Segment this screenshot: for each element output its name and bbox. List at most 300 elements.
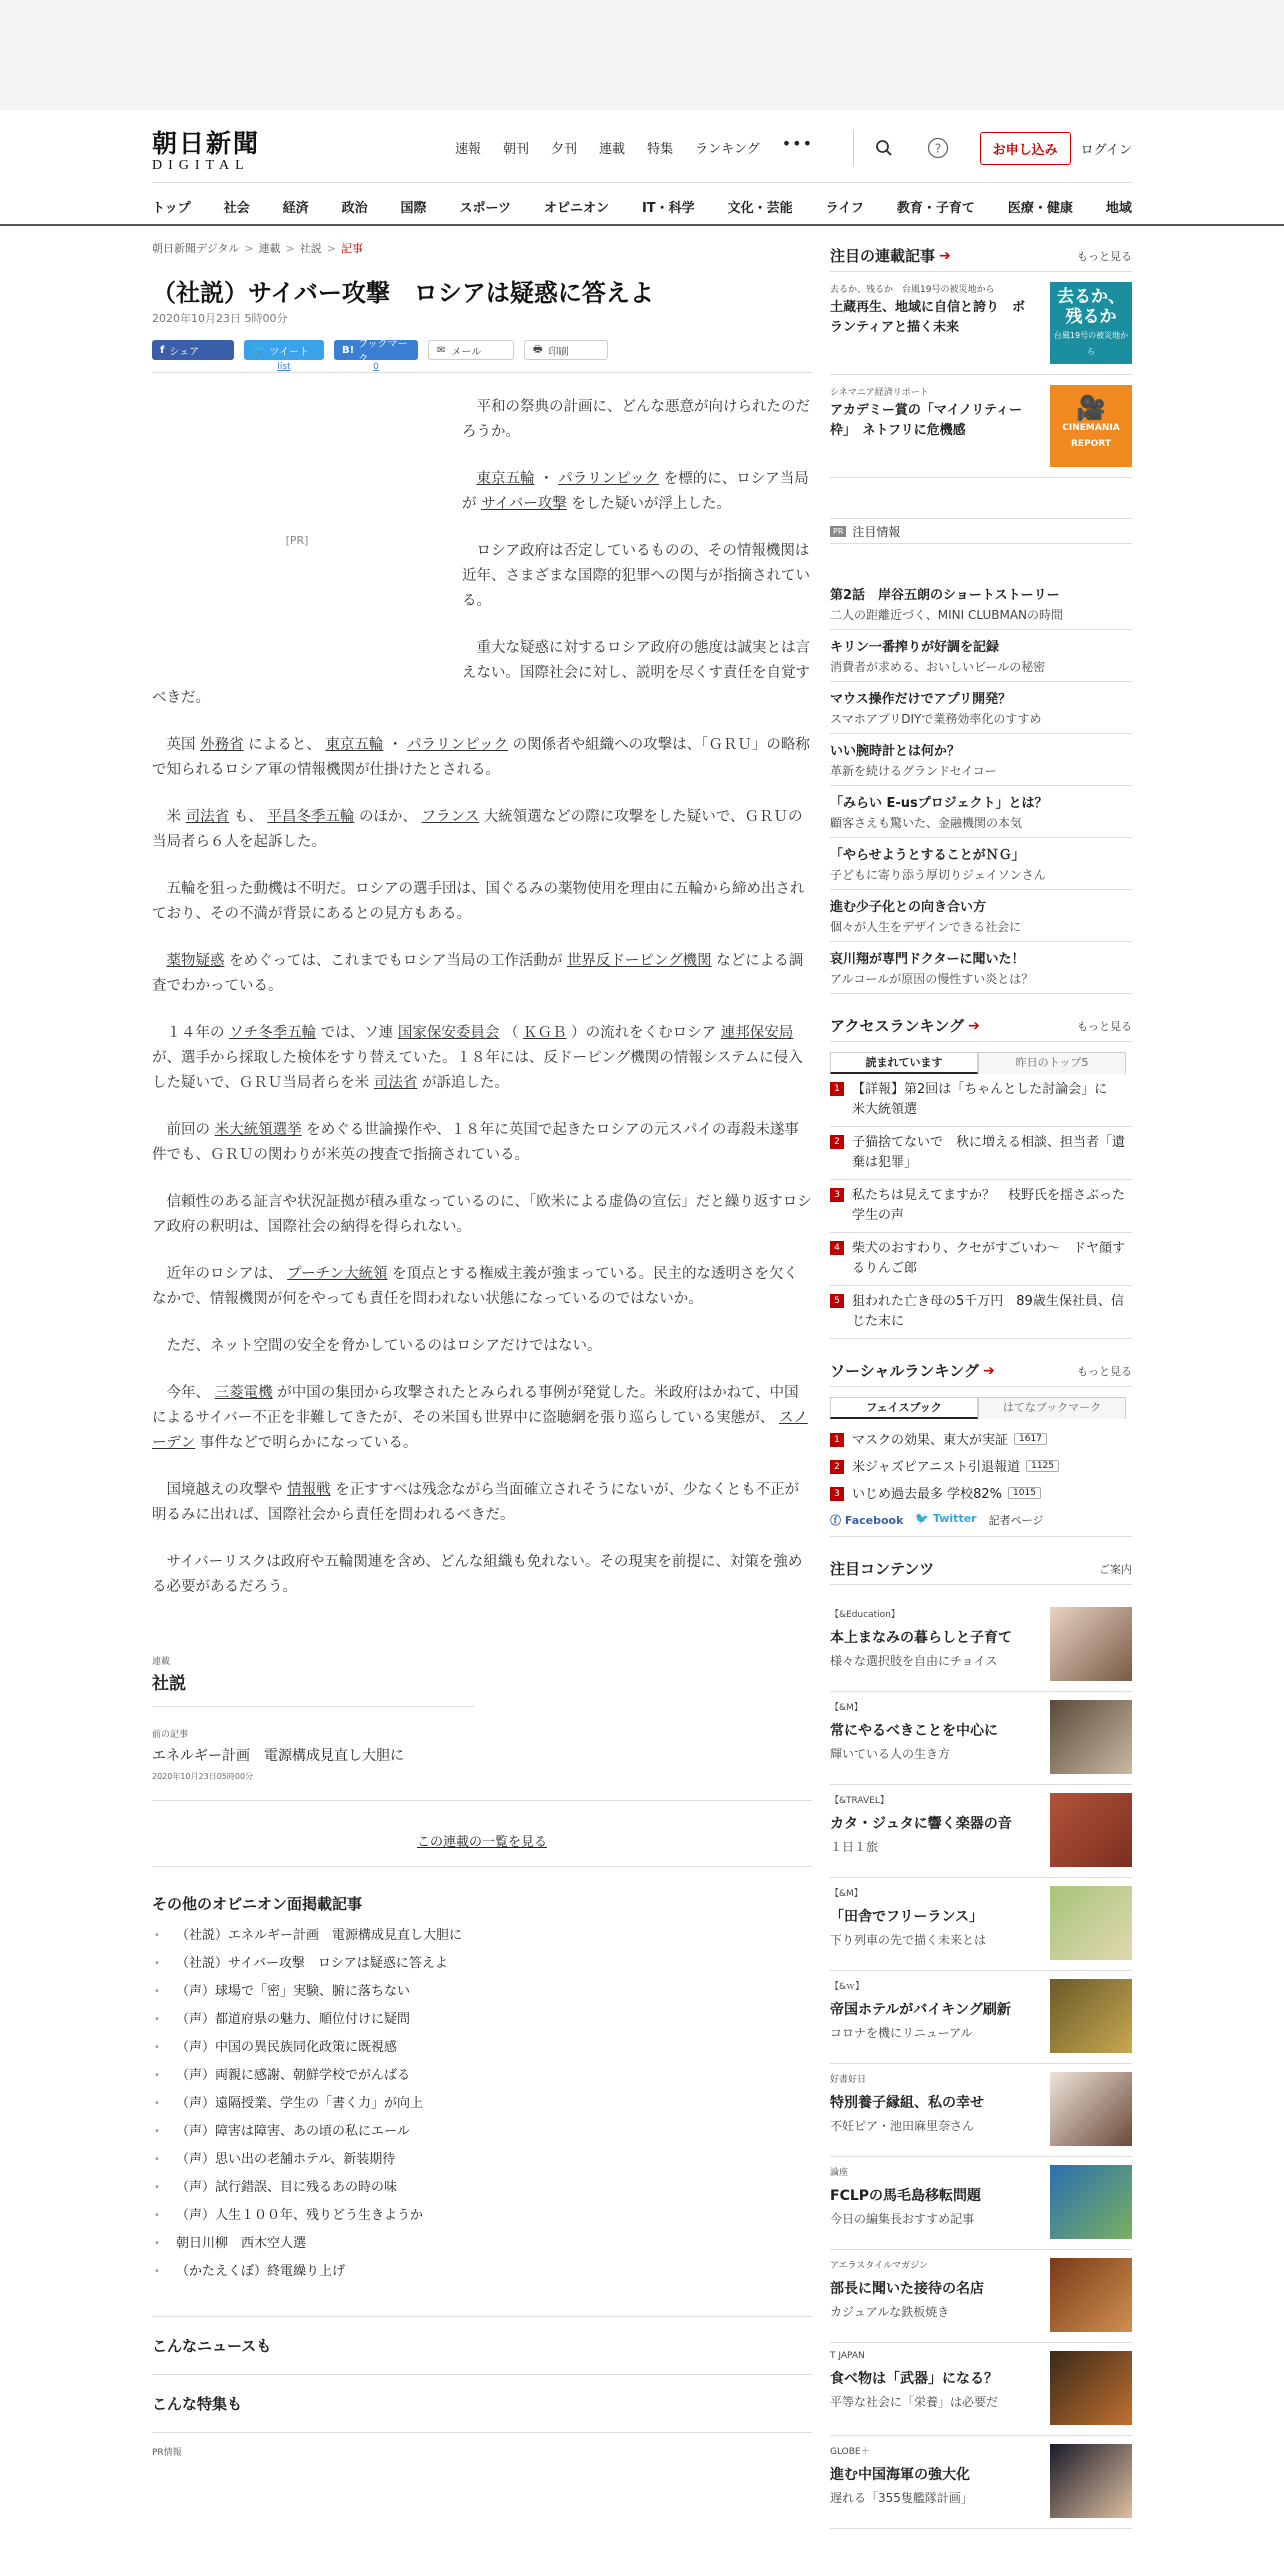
list-item[interactable]: • （声）思い出の老舗ホテル、新装期待 xyxy=(152,2146,812,2174)
more-link[interactable]: もっと見る xyxy=(1077,1364,1132,1378)
text: 事件などで明らかになっている。 xyxy=(199,1435,418,1451)
keyword-link[interactable]: サイバー攻撃 xyxy=(481,496,567,512)
tab-yesterday-top5[interactable]: 昨日のトップ5 xyxy=(978,1052,1126,1074)
breadcrumb-item[interactable]: 社説 xyxy=(299,242,322,255)
paragraph xyxy=(152,805,812,855)
pr-item-sub: アルコールが原因の慢性すい炎とは？ xyxy=(830,972,1034,986)
keyword-link[interactable]: 世界反ドーピング機関 xyxy=(566,953,712,969)
tab-hatena[interactable]: はてなブックマーク xyxy=(978,1397,1126,1419)
top-nav-item[interactable]: 朝刊 xyxy=(503,142,530,157)
attention-sub: 平等な社会に「栄養」は必要だ xyxy=(830,2395,999,2409)
attention-thumbnail xyxy=(1050,2258,1132,2332)
ranking-item[interactable] xyxy=(830,1286,1132,1339)
text: をした疑いが浮上した。 xyxy=(571,496,731,512)
divider xyxy=(853,130,854,166)
pr-item-title: マウス操作だけでアプリ開発？ xyxy=(830,692,1012,707)
keyword-link[interactable]: 米大統領選挙 xyxy=(214,1122,302,1138)
list-item[interactable]: • （社説）エネルギー計画 電源構成見直し大胆に xyxy=(152,1922,812,1950)
social-ranking-list xyxy=(830,1425,1132,1506)
list-item[interactable]: • （社説）サイバー攻撃 ロシアは疑惑に答えよ xyxy=(152,1950,812,1978)
attention-kicker: 【&M】 xyxy=(830,1889,863,1899)
paragraph: ただ、ネット空間の安全を脅かしているのはロシアだけではない。 xyxy=(166,1338,602,1354)
list-item[interactable]: • （声）都道府県の魅力、順位付けに疑問 xyxy=(152,2006,812,2034)
breadcrumb-sep: > xyxy=(285,242,295,255)
text: を正すすべは残念ながら当面確立されそうにないが、少なくとも不正が明るみに出れば、国際社会から責任を問われるべきだ。 xyxy=(152,1482,800,1523)
category-item[interactable]: ライフ xyxy=(825,201,864,216)
other-opinion-list xyxy=(152,1922,812,2286)
text: 英国 xyxy=(166,737,196,753)
series-kicker: 連載 xyxy=(152,1657,171,1667)
access-ranking-label: アクセスランキング xyxy=(830,1017,965,1035)
attention-item[interactable] xyxy=(830,1692,1132,1785)
facebook-label: Facebook xyxy=(844,1514,904,1527)
pr-item-sub: 顧客さえも驚いた、金融機関の本気 xyxy=(830,816,1023,830)
access-ranking-list xyxy=(830,1074,1132,1339)
list-item[interactable]: • （声）球場で「密」実験、腑に落ちない xyxy=(152,1978,812,2006)
attention-kicker: 好書好日 xyxy=(830,2075,867,2085)
text: 近年のロシアは、 xyxy=(166,1266,283,1282)
article-title: （社説）サイバー攻撃 ロシアは疑惑に答えよ xyxy=(152,279,654,307)
list-item[interactable]: • （声）遠隔授業、学生の「書く力」が向上 xyxy=(152,2090,812,2118)
text: ・ xyxy=(387,737,403,753)
paragraph: サイバーリスクは政府や五輪関連を含め、どんな組織も免れない。その現実を前提に、対策を強める必要があるだろう。 xyxy=(152,1554,803,1595)
mail-icon: ✉ xyxy=(437,344,446,356)
social-tabs xyxy=(830,1397,1132,1419)
pr-item-title: 第2話 岸谷五朗のショートストーリー xyxy=(830,588,1060,603)
text: では、ソ連 xyxy=(320,1025,394,1041)
keyword-link[interactable]: パラリンピック xyxy=(407,737,508,753)
pr-info-heading xyxy=(830,518,1132,544)
feature-kicker: シネマニア経済リポート xyxy=(830,388,929,398)
logo-en: DIGITAL xyxy=(152,158,250,173)
social-ranking-label: ソーシャルランキング xyxy=(830,1362,979,1380)
share-count: 1125 xyxy=(1026,1460,1059,1472)
twitter-icon: 🐦 xyxy=(915,1512,933,1525)
facebook-icon: ⓕ xyxy=(830,1514,845,1527)
rank-badge: 5 xyxy=(830,1294,844,1308)
hatena-label: ブックマーク xyxy=(358,339,408,365)
attention-thumbnail xyxy=(1050,1607,1132,1681)
text: が、選手から採取した検体をすり替えていた。１８年には、反ドーピング機関の情報システムに侵入した疑いで、ＧＲＵ当局者らを米 xyxy=(152,1050,803,1091)
share-bar xyxy=(152,339,812,372)
text: によると、 xyxy=(248,737,321,753)
category-item[interactable]: オピニオン xyxy=(543,201,609,216)
attention-item[interactable] xyxy=(830,1785,1132,1878)
attention-list xyxy=(830,1599,1132,2529)
feature-card[interactable] xyxy=(830,375,1132,478)
breadcrumb-sep: > xyxy=(326,242,336,255)
keyword-link[interactable]: 平昌冬季五輪 xyxy=(267,809,355,825)
prev-kicker: 前の記事 xyxy=(152,1730,189,1740)
feature-thumbnail xyxy=(1050,282,1132,364)
mail-button[interactable] xyxy=(428,340,514,360)
pr-item[interactable] xyxy=(830,734,1132,786)
header-divider xyxy=(152,182,1132,183)
more-link[interactable]: もっと見る xyxy=(1077,249,1132,263)
keyword-link[interactable]: 三菱電機 xyxy=(214,1385,273,1401)
text: 今年、 xyxy=(166,1385,210,1401)
attention-item[interactable] xyxy=(830,1971,1132,2064)
attention-contents xyxy=(830,1553,1132,2529)
category-item[interactable]: IT・科学 xyxy=(641,201,695,216)
rank-badge: 1 xyxy=(830,1433,844,1447)
breadcrumb-item[interactable]: 連載 xyxy=(258,242,281,255)
ranking-item[interactable] xyxy=(830,1074,1132,1127)
paragraph xyxy=(152,1118,812,1168)
rank-badge: 1 xyxy=(830,1082,844,1096)
attention-sub: 様々な選択肢を自由にチョイス xyxy=(830,1654,998,1668)
attention-title: 常にやるべきことを中心に xyxy=(830,1723,998,1739)
pr-badge: PR xyxy=(830,526,846,537)
rank-badge: 2 xyxy=(830,1460,844,1474)
rank-badge: 3 xyxy=(830,1487,844,1501)
attention-kicker: 【&Education】 xyxy=(830,1610,900,1620)
attention-item[interactable] xyxy=(830,2064,1132,2157)
feature-thumb-text: 去るか、残るか xyxy=(1057,287,1125,327)
paragraph xyxy=(152,949,812,999)
prev-article[interactable] xyxy=(152,1727,474,1782)
twitter-icon: 🐦 xyxy=(252,344,265,356)
category-item[interactable]: 社会 xyxy=(223,201,250,216)
facebook-share-button[interactable] xyxy=(152,340,234,360)
pr-list xyxy=(830,578,1132,994)
social-item[interactable] xyxy=(830,1479,1132,1506)
text: をめぐる世論操作や、１８年に英国で起きたロシアの元スパイの毒殺未遂事件でも、ＧＲＵの関わりが米英の捜査で指摘されている。 xyxy=(152,1122,799,1163)
access-ranking-heading-row xyxy=(830,1010,1132,1042)
ranking-item[interactable] xyxy=(830,1180,1132,1233)
top-nav-item[interactable]: 速報 xyxy=(455,142,482,157)
search-icon[interactable] xyxy=(872,136,896,160)
hatena-count[interactable]: 0 xyxy=(373,362,379,372)
subscribe-button[interactable]: お申し込み xyxy=(980,132,1071,165)
attention-kicker: 【&ｗ】 xyxy=(830,1982,865,1992)
category-item[interactable]: 文化・芸能 xyxy=(727,201,793,216)
attention-sub: カジュアルな鉄板焼き xyxy=(830,2305,950,2319)
pr-item[interactable] xyxy=(830,786,1132,838)
social-ranking xyxy=(830,1355,1132,1537)
category-item[interactable]: トップ xyxy=(152,201,191,216)
ranking-title: 【詳報】第2回は「ちゃんとした討論会」に 米大統領選 xyxy=(852,1082,1121,1117)
text: ・ xyxy=(539,471,554,487)
attention-item[interactable] xyxy=(830,1878,1132,1971)
pr-item[interactable] xyxy=(830,630,1132,682)
hatena-icon: B! xyxy=(342,344,355,356)
category-item[interactable]: 政治 xyxy=(341,201,368,216)
attention-sub: 今日の編集長おすすめ記事 xyxy=(830,2212,975,2226)
category-item[interactable]: 教育・子育て xyxy=(896,201,975,216)
ranking-title: 柴犬のおすわり、クセがすごいわ～ ドヤ顔するりんご郎 xyxy=(852,1241,1126,1276)
arrow-right-icon: ➔ xyxy=(982,1362,995,1379)
attention-title: 帝国ホテルがバイキング刷新 xyxy=(830,2002,1011,2018)
text: ）の流れをくむロシア xyxy=(571,1025,717,1041)
twitter-share-label: ツイート xyxy=(269,346,309,358)
category-item[interactable]: 国際 xyxy=(400,201,427,216)
attention-item[interactable] xyxy=(830,2250,1132,2343)
more-link[interactable]: もっと見る xyxy=(1077,1019,1132,1033)
share-count: 1617 xyxy=(1014,1433,1047,1445)
breadcrumb-current: 記事 xyxy=(341,242,363,255)
attention-kicker: 【&TRAVEL】 xyxy=(830,1796,889,1806)
feature-card[interactable] xyxy=(830,272,1132,375)
attention-thumbnail xyxy=(1050,1979,1132,2053)
prev-date: 2020年10月23日05時00分 xyxy=(152,1772,254,1781)
top-nav-item[interactable]: 連載 xyxy=(599,142,626,157)
site-logo[interactable] xyxy=(152,124,282,174)
pr-item-sub: 二人の距離近づく、MINI CLUBMANの時間 xyxy=(830,608,1064,622)
attention-title: 本上まなみの暮らしと子育て xyxy=(830,1630,1012,1646)
top-nav-item[interactable]: 夕刊 xyxy=(551,142,578,157)
prev-article-row xyxy=(152,1727,812,1801)
site-header xyxy=(0,110,1284,226)
attention-sub: １日１旅 xyxy=(830,1840,879,1854)
list-item[interactable]: • （声）中国の異民族同化政策に既視感 xyxy=(152,2034,812,2062)
text: をめぐっては、これまでもロシア当局の工作活動が xyxy=(229,953,563,969)
paragraph: 重大な疑惑に対するロシア政府の態度は誠実とは言えない。国際社会に対し、説明を尽くす責任を自覚すべきだ。 xyxy=(152,640,810,706)
text: 大統領選などの際に攻撃をした疑いで、ＧＲＵの当局者ら６人を起訴した。 xyxy=(152,809,803,850)
facebook-link[interactable] xyxy=(830,1512,903,1528)
pr-item-title: 「みらい E-usプロジェクト」とは？ xyxy=(830,796,1048,811)
pr-item[interactable] xyxy=(830,942,1132,994)
twitter-label: Twitter xyxy=(932,1512,977,1525)
text: が訴追した。 xyxy=(421,1075,509,1091)
text: （ xyxy=(503,1025,519,1041)
feature-thumb-text: CINEMANIA REPORT xyxy=(1062,423,1120,449)
paragraph xyxy=(152,1478,812,1528)
pr-item-title: 哀川翔が専門ドクターに聞いた！ xyxy=(830,952,1025,967)
keyword-link[interactable]: 連邦保安局 xyxy=(720,1025,794,1041)
attention-title: 特別養子縁組、私の幸せ xyxy=(830,2095,984,2111)
feature-thumb-sub: 台風19号の被災地から xyxy=(1053,331,1129,356)
breadcrumb-item[interactable]: 朝日新聞デジタル xyxy=(152,242,240,255)
keyword-link[interactable]: 外務省 xyxy=(200,737,244,753)
guide-link[interactable]: ご案内 xyxy=(1099,1562,1132,1576)
paragraph: 五輪を狙った動機は不明だ。ロシアの選手団は、国ぐるみの薬物使用を理由に五輪から締め出されており、その不満が背景にあるとの見方もある。 xyxy=(152,881,805,922)
text: の関係者や組織への攻撃は、「ＧＲＵ」の略称で知られるロシア軍の情報機関が仕掛けたとされる。 xyxy=(152,737,810,778)
pr-item[interactable] xyxy=(830,682,1132,734)
print-button[interactable] xyxy=(524,340,608,360)
svg-text:?: ? xyxy=(934,141,941,156)
hatena-bookmark-button[interactable] xyxy=(334,339,418,372)
tab-most-read[interactable]: 読まれています xyxy=(830,1052,978,1074)
text: １４年の xyxy=(166,1025,225,1041)
text: も、 xyxy=(233,809,263,825)
attention-title: 「田舎でフリーランス」 xyxy=(830,1909,984,1925)
attention-heading: 注目コンテンツ xyxy=(830,1560,935,1578)
category-item[interactable]: 医療・健康 xyxy=(1007,201,1073,216)
attention-title: 進む中国海軍の強大化 xyxy=(830,2467,970,2483)
social-ranking-heading[interactable] xyxy=(830,1360,995,1381)
list-item[interactable]: • （声）障害は障害、あの頃の私にエール xyxy=(152,2118,812,2146)
paragraph xyxy=(152,1262,812,1312)
attention-sub: 不妊ピア・池田麻里奈さん xyxy=(830,2119,975,2133)
keyword-link[interactable]: 薬物疑惑 xyxy=(166,953,225,969)
attention-thumbnail xyxy=(1050,1700,1132,1774)
share-divider xyxy=(152,372,812,373)
pr-item-sub: 子どもに寄り添う厚切りジェイソンさん xyxy=(830,868,1046,882)
series-heading-label: 注目の連載記事 xyxy=(830,247,936,265)
text: のほか、 xyxy=(358,809,417,825)
series-heading-row xyxy=(830,240,1132,272)
feature-title: 土蔵再生、地域に自信と誇り ボランティアと描く未来 xyxy=(830,300,1026,335)
top-ad-band xyxy=(0,0,1284,110)
attention-thumbnail xyxy=(1050,2072,1132,2146)
feature-title: アカデミー賞の「マイノリティー枠」 ネトフリに危機感 xyxy=(830,403,1023,438)
attention-thumbnail xyxy=(1050,2444,1132,2518)
attention-item[interactable] xyxy=(830,2343,1132,2436)
series-name: 社説 xyxy=(152,1674,186,1694)
breadcrumb xyxy=(152,240,812,260)
top-nav xyxy=(455,134,835,157)
facebook-share-label: シェア xyxy=(169,346,200,358)
keyword-link[interactable]: フランス xyxy=(421,809,480,825)
attention-title: カタ・ジュタに響く楽器の音 xyxy=(830,1816,1012,1832)
article-date: 2020年10月23日 5時00分 xyxy=(152,312,288,325)
paragraph xyxy=(152,733,812,783)
social-item[interactable] xyxy=(830,1425,1132,1452)
twitter-share-button[interactable] xyxy=(244,340,324,372)
category-item[interactable]: 経済 xyxy=(282,201,309,216)
keyword-link[interactable]: 司法省 xyxy=(373,1075,418,1091)
pr-item-title: 「やらせようとすることがＮＧ」 xyxy=(830,848,1025,863)
text: を頂点とする権威主義が強まっている。民主的な透明さを欠くなかで、情報機関が何をやっても責任を問われない状態になっているのではないか。 xyxy=(152,1266,799,1307)
attention-title: 部長に聞いた接待の名店 xyxy=(830,2281,984,2297)
prev-title: エネルギー計画 電源構成見直し大胆に xyxy=(152,1748,404,1764)
pr-item[interactable] xyxy=(830,578,1132,630)
attention-thumbnail xyxy=(1050,2351,1132,2425)
attention-item[interactable] xyxy=(830,2157,1132,2250)
keyword-link[interactable]: パラリンピック xyxy=(558,471,660,487)
paragraph: ロシア政府は否定しているものの、その情報機関は近年、さまざまな国際的犯罪への関与が指摘されている。 xyxy=(462,543,810,609)
attention-kicker: アエラスタイルマガジン xyxy=(830,2261,928,2271)
rank-badge: 3 xyxy=(830,1188,844,1202)
facebook-icon: f xyxy=(160,344,165,356)
ranking-title: 狙われた亡き母の5千万円 89歳生保社員、信じた末に xyxy=(852,1294,1124,1329)
attention-thumbnail xyxy=(1050,2165,1132,2239)
mail-label: メール xyxy=(451,346,482,358)
text: などによる調査でわかっている。 xyxy=(152,953,804,994)
pr-item-sub: 個々が人生をデザインできる社会に xyxy=(830,920,1022,934)
attention-heading-row xyxy=(830,1553,1132,1585)
article-body xyxy=(152,395,812,1600)
attention-title: 食べ物は「武器」になる？ xyxy=(830,2371,998,2387)
list-item[interactable]: • （声）試行錯誤、目に残るあの時の味 xyxy=(152,2174,812,2202)
pr-item-sub: 革新を続けるグランドセイコー xyxy=(830,764,997,778)
rank-badge: 2 xyxy=(830,1135,844,1149)
login-link[interactable]: ログイン xyxy=(1080,142,1132,158)
keyword-link[interactable]: 東京五輪 xyxy=(325,737,384,753)
pr-item-sub: 消費者が求める、おいしいビールの秘密 xyxy=(830,660,1046,674)
keyword-link[interactable]: ソチ冬季五輪 xyxy=(229,1025,317,1041)
divider xyxy=(152,1866,812,1867)
feature-kicker: 去るか、残るか 台風19号の被災地から xyxy=(830,285,995,295)
attention-kicker: T JAPAN xyxy=(830,2351,865,2361)
film-camera-icon: 🎥 xyxy=(1076,394,1106,422)
text: を標的に、ロシア当局が xyxy=(462,471,809,512)
list-item[interactable]: • （かたえくぼ）終電繰り上げ xyxy=(152,2258,812,2286)
pr-heading-label: 注目情報 xyxy=(852,524,901,539)
arrow-right-icon: ➔ xyxy=(939,247,951,264)
print-label: 印刷 xyxy=(548,346,569,358)
social-footer xyxy=(830,1512,1132,1537)
pr-item-title: いい腕時計とは何か？ xyxy=(830,744,961,759)
ranking-item[interactable] xyxy=(830,1233,1132,1286)
access-ranking xyxy=(830,1010,1132,1339)
keyword-link[interactable]: ＫＧＢ xyxy=(523,1025,567,1041)
category-item[interactable]: スポーツ xyxy=(459,201,512,216)
social-ranking-heading-row xyxy=(830,1355,1132,1387)
ranking-item[interactable] xyxy=(830,1127,1132,1180)
keyword-link[interactable]: 司法省 xyxy=(185,809,230,825)
ranking-title: 私たちは見えてますか？ 枝野氏を揺さぶった学生の声 xyxy=(852,1188,1126,1223)
pr-item[interactable] xyxy=(830,890,1132,942)
top-nav-item[interactable]: ランキング xyxy=(695,142,760,157)
keyword-link[interactable]: スノーデン xyxy=(152,1410,808,1451)
paragraph xyxy=(152,1381,812,1456)
attention-sub: 下り列車の先で描く未来とは xyxy=(830,1933,987,1947)
keyword-link[interactable]: 東京五輪 xyxy=(476,471,535,487)
text: 前回の xyxy=(166,1122,210,1138)
pr-item-sub: スマホアプリDIYで業務効率化のすすめ xyxy=(830,712,1042,726)
attention-thumbnail xyxy=(1050,1886,1132,1960)
twitter-link[interactable] xyxy=(915,1512,976,1528)
print-icon: 🖶 xyxy=(533,343,543,355)
twitter-count[interactable]: list xyxy=(277,362,291,372)
pr-ad[interactable]: [PR] xyxy=(285,533,309,547)
social-title: マスクの効果、東大が実証 xyxy=(852,1433,1009,1448)
logo-ja: 朝日新聞 xyxy=(152,129,261,158)
social-item[interactable] xyxy=(830,1452,1132,1479)
top-nav-item[interactable]: 特集 xyxy=(647,142,674,157)
reporter-page-link[interactable]: 記者ページ xyxy=(988,1514,1044,1527)
help-icon[interactable] xyxy=(926,136,950,160)
social-title: 米ジャズピアニスト引退報道 xyxy=(852,1460,1021,1475)
list-item[interactable]: • （声）両親に感謝、朝鮮学校でがんばる xyxy=(152,2062,812,2090)
share-count: 1015 xyxy=(1008,1487,1041,1499)
list-item[interactable]: • （声）人生１００年、残りどう生きようか xyxy=(152,2202,812,2230)
more-menu-icon[interactable]: ••• xyxy=(781,134,814,153)
rank-badge: 4 xyxy=(830,1241,844,1255)
tab-facebook[interactable]: フェイスブック xyxy=(830,1397,978,1419)
text: 国境越えの攻撃や xyxy=(166,1482,283,1498)
attention-item[interactable] xyxy=(830,1599,1132,1692)
header-right xyxy=(853,130,1132,166)
keyword-link[interactable]: 国家保安委員会 xyxy=(397,1025,500,1041)
text: 米 xyxy=(166,809,181,825)
series-heading[interactable] xyxy=(830,245,951,266)
article-main xyxy=(152,240,812,2458)
pr-item[interactable] xyxy=(830,838,1132,890)
series-block[interactable] xyxy=(152,1654,474,1707)
series-list-link[interactable]: この連載の一覧を見る xyxy=(416,1835,547,1850)
keyword-link[interactable]: プーチン大統領 xyxy=(287,1266,388,1282)
pr-item-title: キリン一番搾りが好調を記録 xyxy=(830,640,1000,655)
paragraph xyxy=(152,1021,812,1096)
arrow-right-icon: ➔ xyxy=(968,1017,980,1034)
feature-thumbnail xyxy=(1050,385,1132,467)
paragraph: 平和の祭典の計画に、どんな悪意が向けられたのだろうか。 xyxy=(462,399,810,440)
attention-sub: 輝いている人の生き方 xyxy=(830,1747,951,1761)
pr-info-label: PR情報 xyxy=(152,2432,812,2458)
attention-sub: コロナを機にリニューアル xyxy=(830,2026,973,2040)
keyword-link[interactable]: 情報戦 xyxy=(287,1482,331,1498)
list-item[interactable]: • 朝日川柳 西木空人選 xyxy=(152,2230,812,2258)
text: が中国の集団から攻撃されたとみられる事例が発覚した。米政府はかねて、中国によるサイバー不正を非難してきたが、その米国も世界中に盗聴網を張り巡らしている実態が、 xyxy=(152,1385,799,1426)
ranking-title: 子猫捨てないで 秋に増える相談、担当者「遺棄は犯罪」 xyxy=(852,1135,1126,1170)
category-item[interactable]: 地域 xyxy=(1105,201,1132,216)
sidebar xyxy=(830,240,1132,2529)
attention-item[interactable] xyxy=(830,2436,1132,2529)
access-ranking-heading[interactable] xyxy=(830,1015,980,1036)
